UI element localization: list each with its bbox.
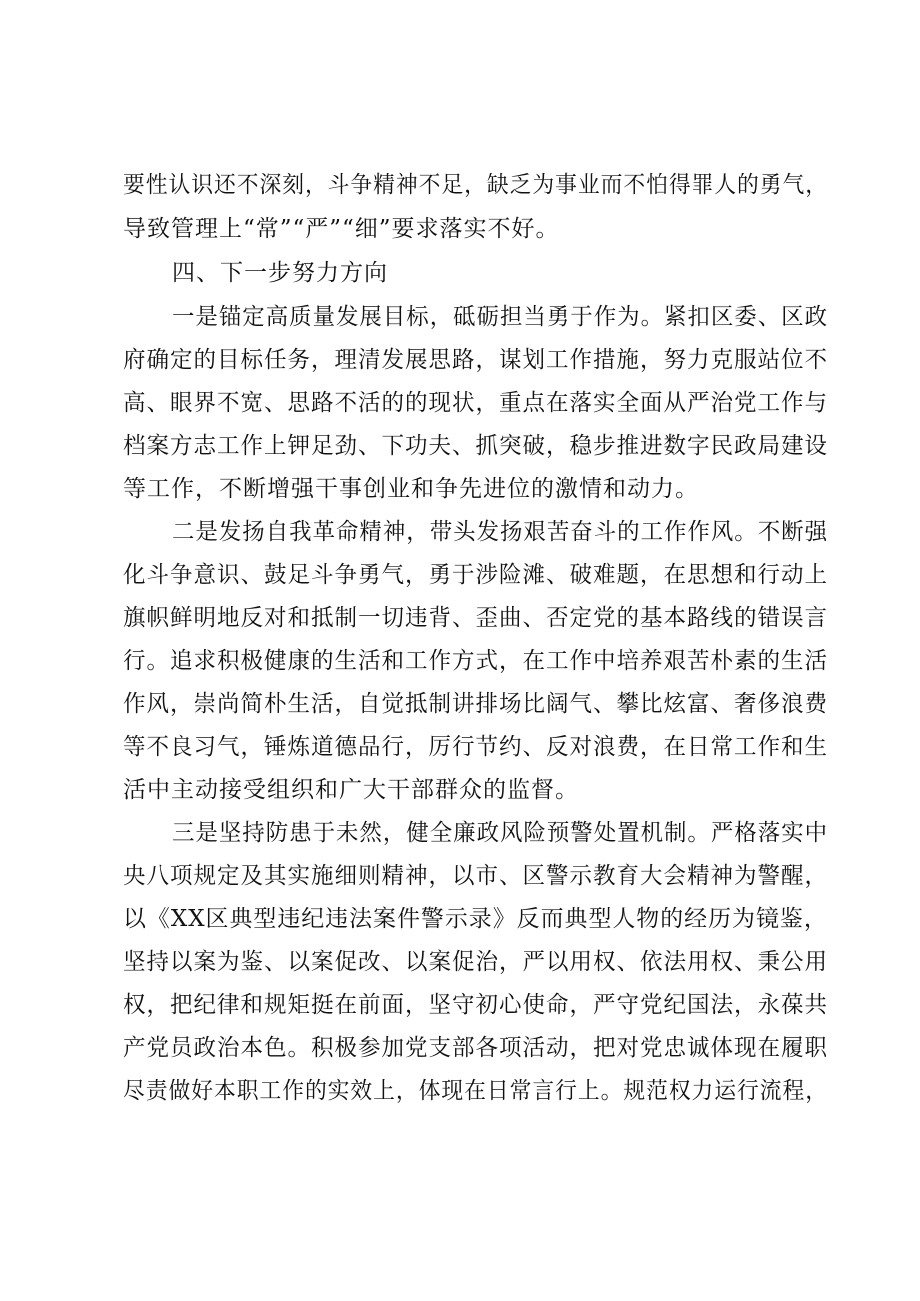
paragraph-first-line: 三是坚持防患于未然，健全廉政风险预警处置机制。严格落实中 bbox=[172, 820, 829, 846]
body-text-line: 等工作，不断增强干事创业和争先进位的激情和动力。 bbox=[123, 476, 699, 502]
body-text-line: 导致管理上“常”“严”“细”要求落实不好。 bbox=[123, 216, 560, 242]
body-text-line: 活中主动接受组织和广大干部群众的监督。 bbox=[123, 777, 579, 803]
body-text-line: 化斗争意识、鼓足斗争勇气，勇于涉险滩、破难题，在思想和行动上 bbox=[123, 562, 829, 588]
body-text-line: 府确定的目标任务，理清发展思路，谋划工作措施，努力克服站位不 bbox=[123, 347, 829, 373]
section-heading: 四、下一步努力方向 bbox=[172, 260, 388, 286]
body-text-line: 作风，崇尚简朴生活，自觉抵制讲排场比阔气、攀比炫富、奢侈浪费 bbox=[123, 691, 829, 717]
body-text-line: 旗帜鲜明地反对和抵制一切违背、歪曲、否定党的基本路线的错误言 bbox=[123, 605, 829, 631]
body-text-line: 要性认识还不深刻，斗争精神不足，缺乏为事业而不怕得罪人的勇气， bbox=[123, 172, 829, 198]
body-text-line: 央八项规定及其实施细则精神，以市、区警示教育大会精神为警醒， bbox=[123, 863, 829, 889]
body-text-line: 坚持以案为鉴、以案促改、以案促治，严以用权、依法用权、秉公用 bbox=[123, 949, 829, 975]
body-text-line: 以《XX区典型违纪违法案件警示录》反而典型人物的经历为镜鉴， bbox=[123, 906, 828, 932]
body-text-line: 高、眼界不宽、思路不活的的现状，重点在落实全面从严治党工作与 bbox=[123, 390, 829, 416]
body-text-line: 权，把纪律和规矩挺在前面，坚守初心使命，严守党纪国法，永葆共 bbox=[123, 992, 829, 1018]
body-text-line: 行。追求积极健康的生活和工作方式，在工作中培养艰苦朴素的生活 bbox=[123, 648, 829, 674]
body-text-line: 档案方志工作上钾足劲、下功夫、抓突破，稳步推进数字民政局建设 bbox=[123, 433, 829, 459]
body-text-line: 产党员政治本色。积极参加党支部各项活动，把对党忠诚体现在履职 bbox=[123, 1035, 829, 1061]
paragraph-first-line: 一是锚定高质量发展目标，砥砺担当勇于作为。紧扣区委、区政 bbox=[172, 304, 829, 330]
paragraph-first-line: 二是发扬自我革命精神，带头发扬艰苦奋斗的工作作风。不断强 bbox=[172, 519, 829, 545]
body-text-line: 尽责做好本职工作的实效上，体现在日常言行上。规范权力运行流程， bbox=[123, 1078, 829, 1104]
body-text-line: 等不良习气，锤炼道德品行，厉行节约、反对浪费，在日常工作和生 bbox=[123, 734, 829, 760]
